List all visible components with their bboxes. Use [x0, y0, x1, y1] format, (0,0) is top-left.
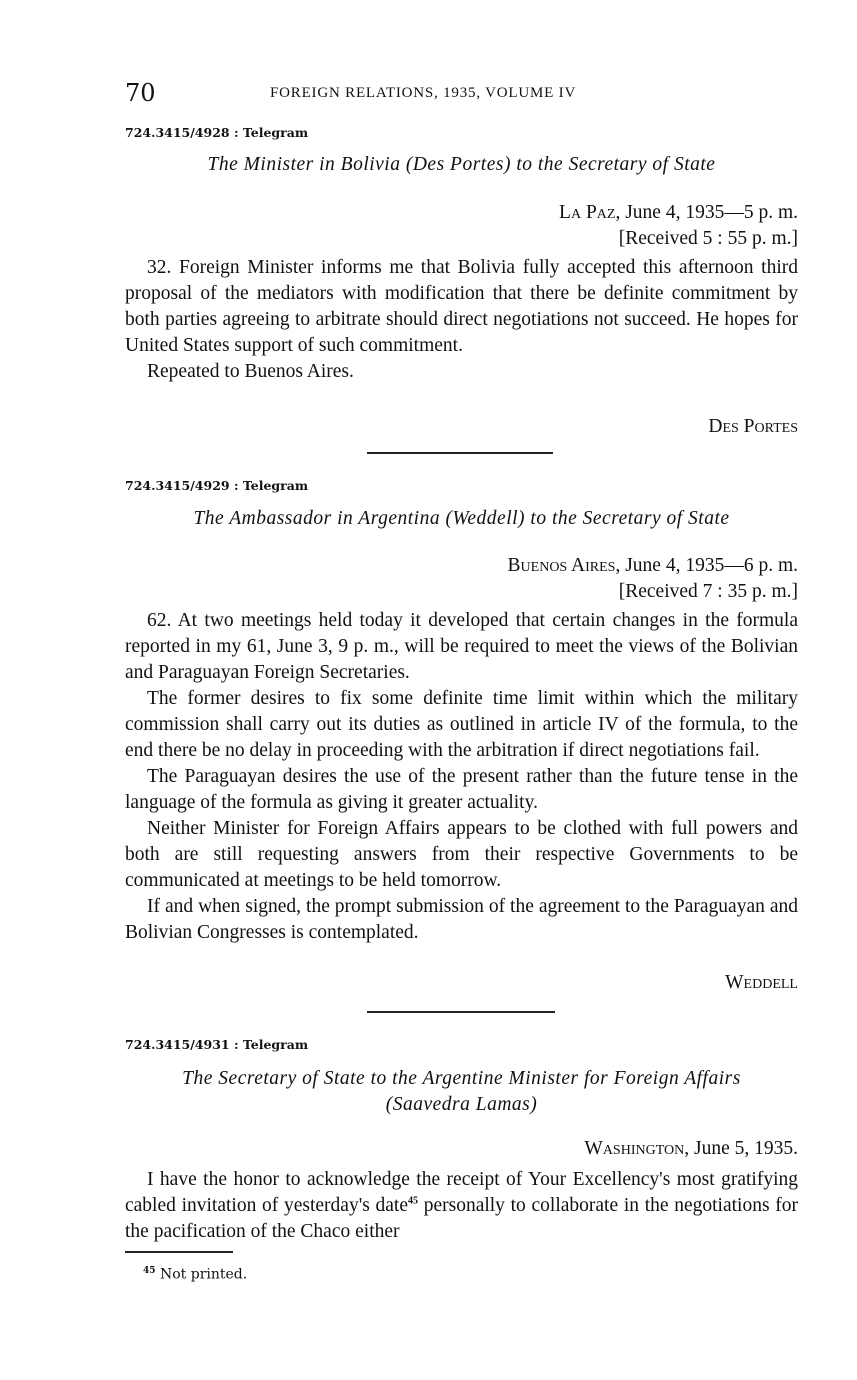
doc2-paragraph: Neither Minister for Foreign Affairs appears to be clothed with full powers and both are still requesting answers from their respective Governments to be communicated at meetings to be held tomorrow. [125, 818, 798, 891]
doc2-date: , June 4, 1935—6 p. m. [615, 555, 798, 576]
doc3-dateline [125, 1136, 798, 1162]
doc3-paragraph [125, 1167, 798, 1245]
footnote-reference: 45 [408, 1195, 418, 1207]
doc1-paragraph: 32. Foreign Minister informs me that Bolivia fully accepted this afternoon third proposal of the mediators with modification that there be definite commitment by both parties agreeing to arbitrate should direct negotiations not succeed. He hopes for United States support of such commitment. [125, 257, 798, 356]
doc2-heading: The Ambassador in Argentina (Weddell) to the Secretary of State [193, 508, 730, 529]
doc3-date: , June 5, 1935. [684, 1138, 798, 1159]
doc3-text-part1: I have the honor to acknowledge the receipt of Your Excellency's most gratifying cabled invitation of yesterday's date [125, 1169, 798, 1216]
doc3-place: Washington [584, 1138, 685, 1159]
doc1-body [125, 255, 798, 385]
doc1-date: , June 4, 1935—5 p. m. [615, 202, 798, 223]
doc1-signature: Des Portes [708, 416, 798, 437]
footnote-marker: 45 [143, 1266, 156, 1276]
doc3-text-part2: personally to collaborate in the negotiations for the pacification of the Chaco either [125, 1195, 799, 1242]
doc2-reference: 724.3415/4929 : Telegram [125, 478, 309, 493]
footnote-rule [125, 1251, 233, 1253]
doc1-place: La Paz [559, 202, 616, 223]
doc1-heading: The Minister in Bolivia (Des Portes) to the Secretary of State [207, 154, 716, 175]
running-head: FOREIGN RELATIONS, 1935, VOLUME IV [270, 85, 577, 101]
doc2-paragraph: The Paraguayan desires the use of the present rather than the future tense in the language of the formula as giving it greater actuality. [125, 766, 798, 813]
section-divider [367, 1011, 555, 1013]
section-divider [367, 452, 553, 454]
doc3-reference: 724.3415/4931 : Telegram [125, 1037, 309, 1052]
doc2-received: [Received 7 : 35 p. m.] [618, 581, 798, 602]
doc2-place: Buenos Aires [507, 555, 616, 576]
doc1-received: [Received 5 : 55 p. m.] [618, 228, 798, 249]
document-page [125, 0, 798, 1380]
doc2-signature: Weddell [725, 972, 798, 993]
doc3-body [125, 1167, 798, 1245]
doc2-body [125, 608, 798, 946]
doc1-reference: 724.3415/4928 : Telegram [125, 125, 309, 140]
doc2-paragraph: 62. At two meetings held today it developed that certain changes in the formula reported in my 61, June 3, 9 p. m., will be required to meet the views of the Bolivian and Paraguayan Foreign Secretaries. [125, 610, 798, 683]
doc1-paragraph: Repeated to Buenos Aires. [147, 361, 354, 382]
doc2-paragraph: The former desires to fix some definite time limit within which the military commission shall carry out its duties as outlined in article IV of the formula, to the end there be no delay in proceeding with the arbitration if direct negotiations fail. [125, 688, 798, 761]
doc3-heading-line2: (Saavedra Lamas) [385, 1094, 538, 1115]
footnote [143, 1266, 247, 1283]
doc2-dateline [125, 553, 798, 579]
doc3-heading-line1: The Secretary of State to the Argentine Minister for Foreign Affairs [182, 1068, 741, 1089]
doc1-dateline [125, 200, 798, 226]
page-number: 70 [125, 79, 156, 107]
doc2-paragraph: If and when signed, the prompt submission of the agreement to the Paraguayan and Bolivian Congresses is contemplated. [125, 896, 798, 943]
footnote-text: Not printed. [159, 1266, 248, 1283]
page-header [125, 78, 798, 108]
